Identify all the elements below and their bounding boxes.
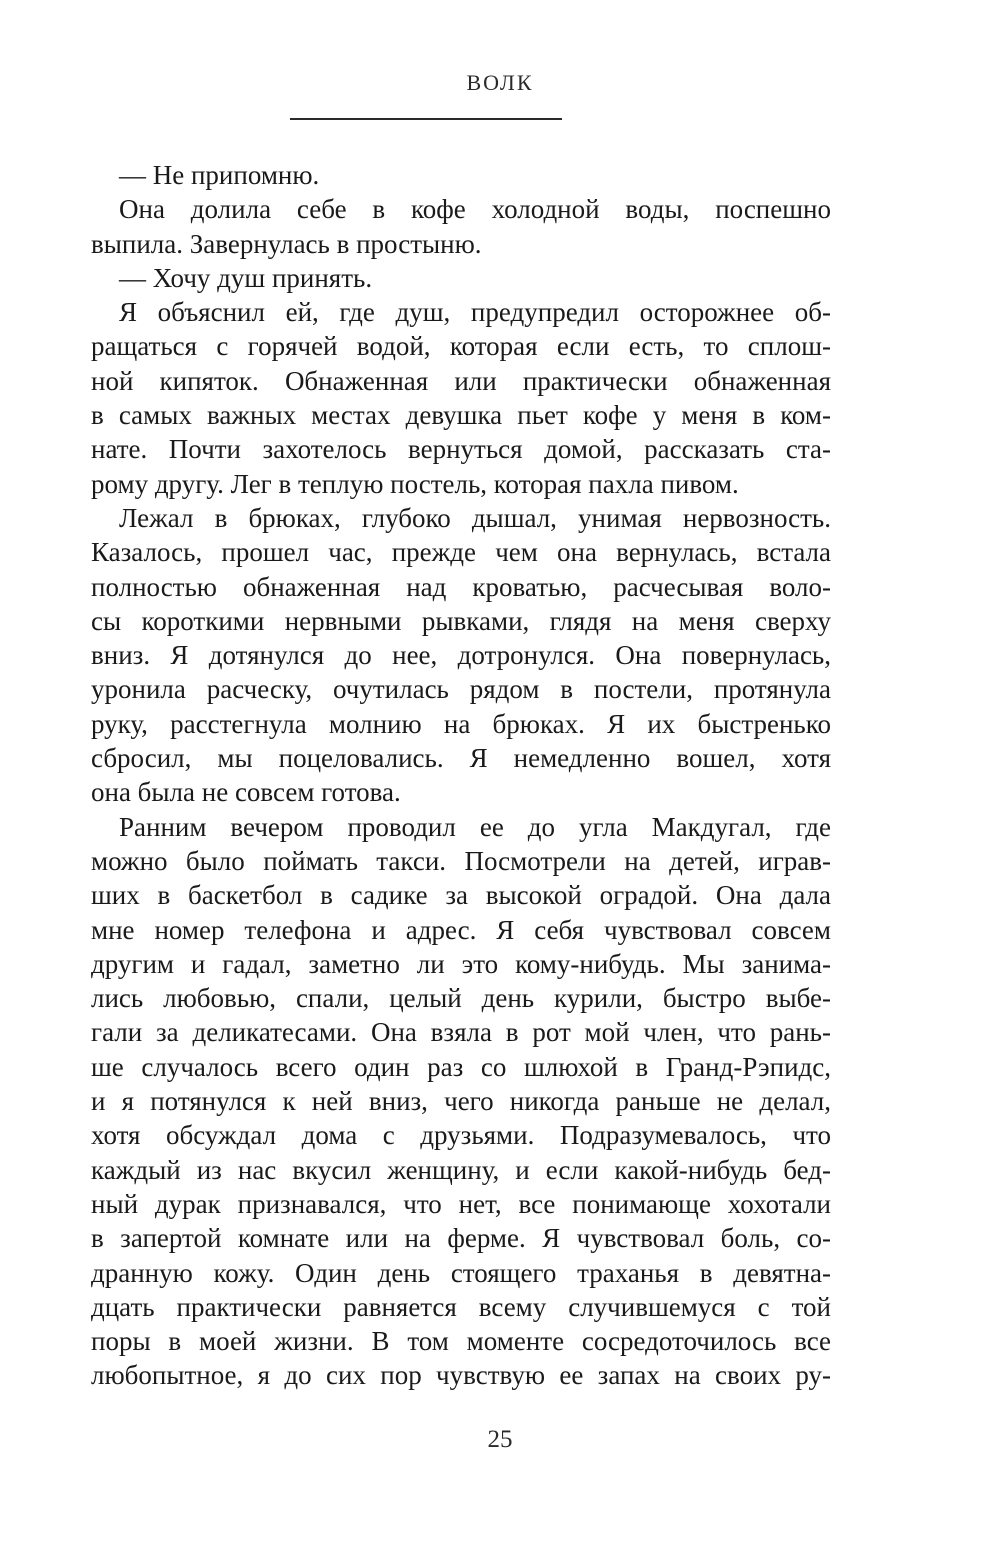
text-line: сы короткими нервными рывками, глядя на меня сверху [91,605,831,636]
header-rule [290,118,562,120]
text-line: Ранним вечером проводил ее до угла Макдугал, где [119,811,831,842]
text-line: руку, расстегнула молнию на брюках. Я их быстренько [91,708,831,739]
text-line: можно было поймать такси. Посмотрели на детей, играв- [91,845,831,876]
text-line: сбросил, мы поцеловались. Я немедленно вошел, хотя [91,743,831,774]
text-line: нате. Почти захотелось вернуться домой, рассказать ста- [91,434,831,465]
text-line: она была не совсем готова. [91,777,401,808]
text-line: лись любовью, спали, целый день курили, быстро выбе- [91,983,831,1014]
text-line: в самых важных местах девушка пьет кофе у меня в ком- [91,400,831,431]
text-line: другим и гадал, заметно ли это кому-нибудь. Мы занима- [91,948,831,979]
text-line: любопытное, я до сих пор чувствую ее запах на своих ру- [91,1360,831,1391]
text-line: в запертой комнате или на ферме. Я чувствовал боль, со- [91,1223,831,1254]
body-text [91,158,831,1393]
text-line: мне номер телефона и адрес. Я себя чувствовал совсем [91,914,831,945]
text-line: Я объяснил ей, где душ, предупредил осторожнее об- [119,297,831,328]
text-line: хотя обсуждал дома с друзьями. Подразумевалось, что [91,1120,831,1151]
text-line: ших в баскетбол в садике за высокой оградой. Она дала [91,880,831,911]
text-line: ше случалось всего один раз со шлюхой в Гранд-Рэпидс, [91,1051,831,1082]
text-line: дцать практически равняется всему случившемуся с той [91,1291,831,1322]
running-head: ВОЛК [466,70,534,95]
text-line: выпила. Завернулась в простыню. [91,228,482,259]
text-line: Лежал в брюках, глубоко дышал, унимая нервозность. [119,502,831,533]
text-line: Казалось, прошел час, прежде чем она вернулась, встала [91,537,831,568]
text-line: — Хочу душ принять. [119,262,373,293]
text-line: ной кипяток. Обнаженная или практически обнаженная [91,365,831,396]
text-line: ный дурак признавался, что нет, все понимающе хохотали [91,1188,831,1219]
text-line: ращаться с горячей водой, которая если есть, то сплош- [91,331,831,362]
text-line: гали за деликатесами. Она взяла в рот мой член, что рань- [91,1017,831,1048]
text-line: дранную кожу. Один день стоящего траханья в девятна- [91,1257,831,1288]
text-line: Она долила себе в кофе холодной воды, поспешно [119,194,831,225]
text-line: и я потянулся к ней вниз, чего никогда раньше не делал, [91,1086,831,1117]
text-line: каждый из нас вкусил женщину, и если какой-нибудь бед- [91,1154,831,1185]
text-line: вниз. Я дотянулся до нее, дотронулся. Она повернулась, [91,640,831,671]
page-number: 25 [487,1426,513,1453]
text-line: уронила расческу, очутилась рядом в постели, протянула [91,674,831,705]
text-line: рому другу. Лег в теплую постель, которая пахла пивом. [91,468,739,499]
text-line: — Не припомню. [119,160,320,190]
text-line: поры в моей жизни. В том моменте сосредоточилось все [91,1326,831,1357]
text-line: полностью обнаженная над кроватью, расчесывая воло- [91,571,831,602]
